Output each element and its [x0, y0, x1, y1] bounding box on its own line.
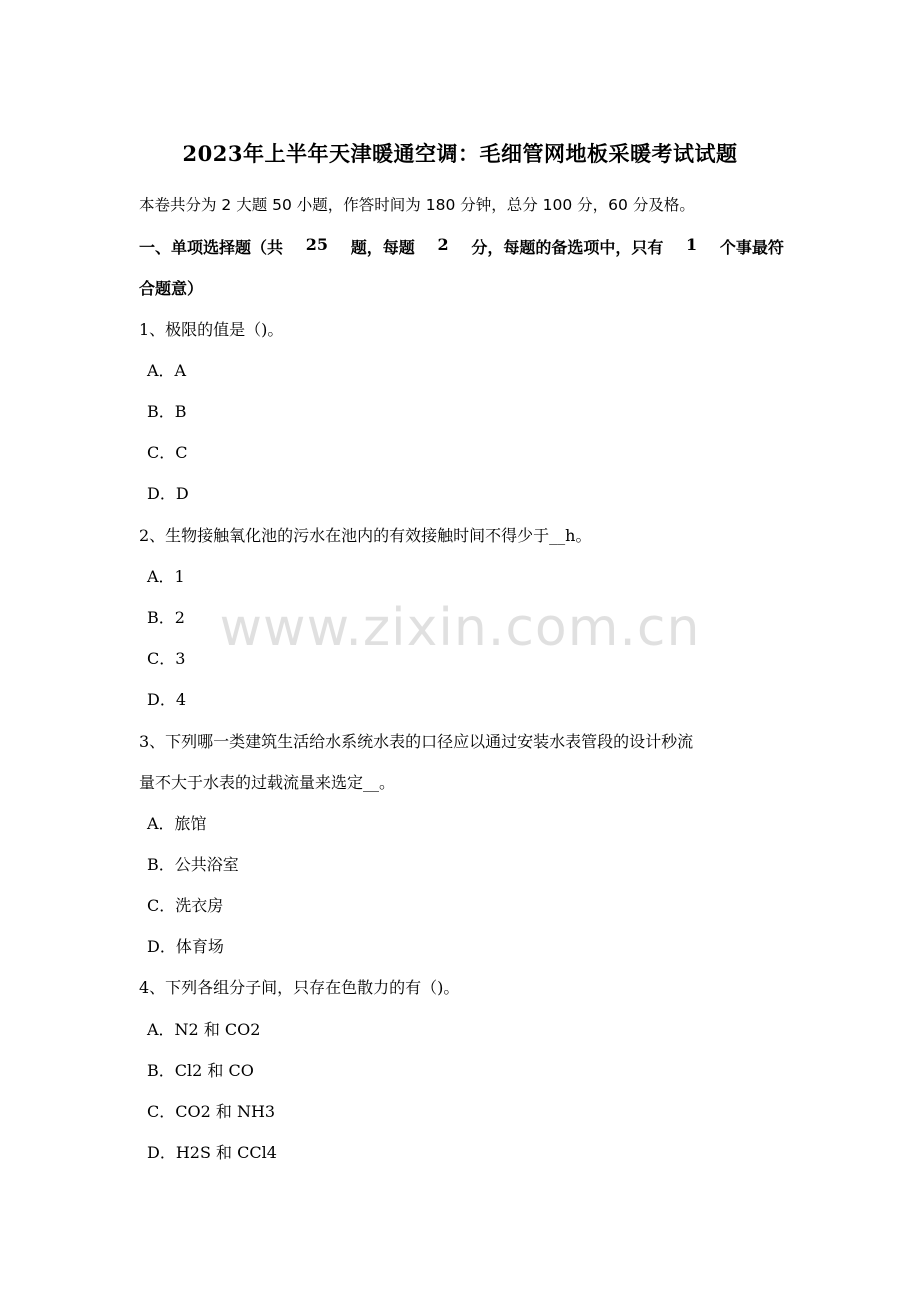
- question-2-option-a: A．1: [147, 567, 185, 586]
- question-3-option-b: B．公共浴室: [147, 855, 239, 874]
- exam-intro: 本卷共分为 2 大题 50 小题，作答时间为 180 分钟，总分 100 分，60 分及格。: [139, 196, 695, 214]
- question-1-option-d: D．D: [147, 484, 189, 503]
- section-heading-part: 题，每题: [350, 238, 415, 257]
- section-heading-part: 2: [437, 235, 449, 254]
- question-3-option-d: D．体育场: [147, 937, 224, 956]
- question-2-option-b: B．2: [147, 608, 185, 627]
- question-2-option-c: C．3: [147, 649, 186, 668]
- question-2-option-d: D．4: [147, 690, 187, 709]
- watermark-text: www.zixin.com.cn: [219, 598, 701, 658]
- section-heading-part: 个事最符: [719, 238, 784, 257]
- question-1-option-a: A．A: [147, 361, 187, 380]
- question-3-option-c: C．洗衣房: [147, 896, 224, 915]
- section-heading-part: 分，每题的备选项中，只有: [471, 238, 664, 257]
- question-4-stem: 4、下列各组分子间，只存在色散力的有（)。: [139, 978, 460, 997]
- question-3-option-a: A．旅馆: [147, 814, 207, 833]
- question-3-stem-line2: 量不大于水表的过载流量来选定__。: [139, 773, 396, 792]
- question-4-option-b: B．Cl2 和 CO: [147, 1061, 254, 1080]
- question-1-option-b: B．B: [147, 402, 187, 421]
- question-4-option-c: C．CO2 和 NH3: [147, 1102, 276, 1121]
- section-heading-line2: 合题意）: [139, 279, 204, 298]
- section-heading-line1: [139, 235, 784, 258]
- section-heading-part: 一、单项选择题（共: [139, 238, 284, 257]
- question-1-option-c: C．C: [147, 443, 188, 462]
- question-1-stem: 1、极限的值是（)。: [139, 320, 284, 339]
- section-heading-part: 1: [686, 235, 698, 254]
- question-3-stem-line1: 3、下列哪一类建筑生活给水系统水表的口径应以通过安装水表管段的设计秒流: [139, 732, 694, 751]
- section-heading-part: 25: [305, 235, 328, 254]
- document-title: 2023年上半年天津暖通空调：毛细管网地板采暖考试试题: [182, 141, 738, 166]
- question-4-option-d: D．H2S 和 CCl4: [147, 1143, 277, 1162]
- question-2-stem: 2、生物接触氧化池的污水在池内的有效接触时间不得少于__h。: [139, 526, 592, 545]
- question-4-option-a: A．N2 和 CO2: [147, 1020, 261, 1039]
